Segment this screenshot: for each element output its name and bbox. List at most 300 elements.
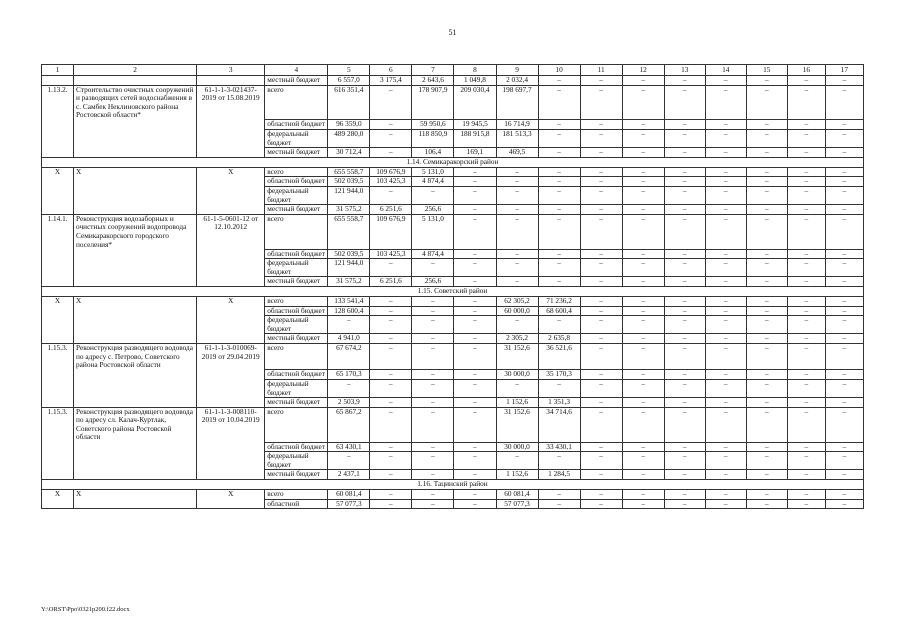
item-number: Х — [42, 489, 74, 499]
budget-source: всего — [265, 489, 328, 499]
item-registration — [197, 120, 265, 130]
value-cell: – — [787, 379, 825, 397]
value-cell: 103 425,3 — [370, 249, 412, 259]
value-cell: 1 284,5 — [538, 470, 580, 480]
value-cell: – — [370, 379, 412, 397]
value-cell: – — [825, 249, 863, 259]
value-cell: – — [454, 297, 496, 307]
item-name: Реконструкция разводящего водовода по адресу сл. Калач-Куртлак, Советского района Ростовской области — [74, 407, 197, 442]
value-cell: – — [825, 344, 863, 370]
item-registration: 61-1-5-0601-12 от 12.10.2012 — [197, 214, 265, 249]
value-cell: – — [787, 85, 825, 120]
value-cell: – — [705, 499, 746, 509]
value-cell: – — [664, 306, 705, 316]
item-name — [74, 259, 197, 277]
value-cell: – — [370, 398, 412, 408]
item-name — [74, 120, 197, 130]
value-cell: – — [664, 76, 705, 86]
value-cell: 133 541,4 — [328, 297, 370, 307]
value-cell: – — [787, 407, 825, 442]
table-row — [42, 259, 864, 277]
table-row — [42, 297, 864, 307]
value-cell: – — [622, 470, 664, 480]
value-cell: – — [825, 452, 863, 470]
value-cell: – — [454, 489, 496, 499]
item-registration — [197, 398, 265, 408]
value-cell: – — [664, 489, 705, 499]
value-cell: – — [787, 489, 825, 499]
value-cell: 5 131,0 — [412, 167, 454, 177]
item-number — [42, 442, 74, 452]
value-cell: – — [538, 120, 580, 130]
value-cell: – — [580, 344, 622, 370]
value-cell: – — [825, 470, 863, 480]
value-cell: – — [496, 379, 538, 397]
value-cell: – — [580, 148, 622, 158]
value-cell: – — [580, 85, 622, 120]
value-cell: – — [580, 76, 622, 86]
value-cell: 1 152,6 — [496, 470, 538, 480]
header-cell: 5 — [328, 65, 370, 76]
header-cell: 14 — [705, 65, 746, 76]
value-cell: – — [412, 379, 454, 397]
value-cell: – — [746, 120, 787, 130]
value-cell: – — [664, 370, 705, 380]
value-cell: – — [622, 187, 664, 205]
value-cell: – — [705, 177, 746, 187]
value-cell: – — [622, 148, 664, 158]
value-cell: – — [454, 370, 496, 380]
value-cell: – — [496, 452, 538, 470]
value-cell: – — [412, 407, 454, 442]
budget-source: всего — [265, 214, 328, 249]
header-cell: 1 — [42, 65, 74, 76]
value-cell: – — [825, 130, 863, 148]
value-cell: – — [705, 398, 746, 408]
table-row — [42, 187, 864, 205]
value-cell: – — [454, 259, 496, 277]
item-number — [42, 205, 74, 215]
item-registration — [197, 452, 265, 470]
value-cell: – — [580, 249, 622, 259]
value-cell: – — [538, 205, 580, 215]
value-cell: – — [787, 120, 825, 130]
value-cell: 30 712,4 — [328, 148, 370, 158]
value-cell: – — [580, 452, 622, 470]
value-cell: – — [746, 334, 787, 344]
value-cell: 57 077,3 — [496, 499, 538, 509]
value-cell: – — [496, 259, 538, 277]
section-row — [42, 479, 864, 489]
item-number — [42, 316, 74, 334]
budget-source: всего — [265, 85, 328, 120]
value-cell: – — [705, 316, 746, 334]
value-cell: 489 280,0 — [328, 130, 370, 148]
value-cell: – — [412, 306, 454, 316]
value-cell: 181 513,3 — [496, 130, 538, 148]
value-cell: 3 175,4 — [370, 76, 412, 86]
value-cell: – — [412, 470, 454, 480]
section-row — [42, 157, 864, 167]
item-name — [74, 442, 197, 452]
value-cell: – — [454, 177, 496, 187]
value-cell: 655 558,7 — [328, 167, 370, 177]
value-cell: 1 049,8 — [454, 76, 496, 86]
table-row — [42, 489, 864, 499]
item-name — [74, 334, 197, 344]
item-number — [42, 334, 74, 344]
value-cell: – — [746, 76, 787, 86]
table-row — [42, 306, 864, 316]
value-cell: 1 351,3 — [538, 398, 580, 408]
item-registration: 61-1-1-3-010069-2019 от 29.04.2019 — [197, 344, 265, 370]
value-cell: – — [580, 370, 622, 380]
value-cell: – — [825, 297, 863, 307]
value-cell: – — [580, 316, 622, 334]
value-cell: 30 000,0 — [496, 442, 538, 452]
value-cell: 2 643,6 — [412, 76, 454, 86]
value-cell: – — [664, 452, 705, 470]
value-cell: – — [370, 344, 412, 370]
item-registration — [197, 187, 265, 205]
value-cell: – — [705, 370, 746, 380]
value-cell: – — [664, 277, 705, 287]
value-cell: – — [705, 277, 746, 287]
value-cell: – — [664, 177, 705, 187]
value-cell: – — [705, 452, 746, 470]
value-cell: – — [787, 297, 825, 307]
value-cell: 178 907,9 — [412, 85, 454, 120]
table-row — [42, 499, 864, 509]
value-cell: – — [580, 277, 622, 287]
budget-source: местный бюджет — [265, 277, 328, 287]
header-cell: 7 — [412, 65, 454, 76]
value-cell: – — [622, 120, 664, 130]
value-cell: – — [538, 177, 580, 187]
value-cell: 188 915,8 — [454, 130, 496, 148]
budget-source: местный бюджет — [265, 398, 328, 408]
item-name: Х — [74, 489, 197, 499]
value-cell: – — [580, 499, 622, 509]
value-cell: – — [580, 407, 622, 442]
item-name — [74, 249, 197, 259]
item-name: Реконструкция разводящего водовода по адресу с. Петрово, Советского района Ростовской области — [74, 344, 197, 370]
budget-source: местный бюджет — [265, 334, 328, 344]
value-cell: – — [664, 187, 705, 205]
value-cell: – — [370, 499, 412, 509]
value-cell: – — [454, 442, 496, 452]
value-cell: – — [538, 130, 580, 148]
item-name — [74, 370, 197, 380]
value-cell: – — [454, 452, 496, 470]
value-cell: – — [412, 489, 454, 499]
value-cell: 31 152,6 — [496, 344, 538, 370]
value-cell: – — [622, 379, 664, 397]
value-cell: – — [746, 167, 787, 177]
value-cell: – — [328, 379, 370, 397]
value-cell: – — [746, 297, 787, 307]
item-number — [42, 76, 74, 86]
value-cell: 60 081,4 — [328, 489, 370, 499]
value-cell: 67 674,2 — [328, 344, 370, 370]
value-cell: – — [538, 167, 580, 177]
table-row — [42, 130, 864, 148]
item-registration: Х — [197, 167, 265, 177]
value-cell: 19 945,5 — [454, 120, 496, 130]
budget-source: областной бюджет — [265, 306, 328, 316]
value-cell: – — [496, 214, 538, 249]
value-cell: – — [580, 259, 622, 277]
item-number — [42, 499, 74, 509]
value-cell: – — [664, 344, 705, 370]
value-cell: – — [746, 259, 787, 277]
item-name — [74, 452, 197, 470]
value-cell: – — [746, 452, 787, 470]
value-cell: – — [787, 76, 825, 86]
value-cell: – — [370, 259, 412, 277]
item-number — [42, 120, 74, 130]
value-cell: 198 697,7 — [496, 85, 538, 120]
value-cell: – — [538, 379, 580, 397]
value-cell: 118 850,9 — [412, 130, 454, 148]
value-cell: – — [787, 205, 825, 215]
value-cell: 63 430,1 — [328, 442, 370, 452]
item-name — [74, 277, 197, 287]
value-cell: – — [705, 85, 746, 120]
item-registration — [197, 277, 265, 287]
value-cell: 109 676,9 — [370, 167, 412, 177]
header-cell: 10 — [538, 65, 580, 76]
value-cell: – — [825, 379, 863, 397]
value-cell: – — [538, 148, 580, 158]
value-cell: – — [746, 214, 787, 249]
value-cell: 256,6 — [412, 205, 454, 215]
value-cell: – — [412, 398, 454, 408]
value-cell: – — [787, 452, 825, 470]
table-row — [42, 452, 864, 470]
value-cell: – — [538, 489, 580, 499]
value-cell: – — [622, 452, 664, 470]
section-row — [42, 287, 864, 297]
value-cell: – — [454, 306, 496, 316]
table-row — [42, 177, 864, 187]
header-cell: 6 — [370, 65, 412, 76]
budget-source: областной — [265, 499, 328, 509]
budget-source: федеральный бюджет — [265, 130, 328, 148]
value-cell: 2 305,2 — [496, 334, 538, 344]
value-cell: – — [622, 259, 664, 277]
item-number: 1.13.2. — [42, 85, 74, 120]
value-cell: – — [622, 297, 664, 307]
item-name — [74, 205, 197, 215]
value-cell: 103 425,3 — [370, 177, 412, 187]
item-registration: Х — [197, 489, 265, 499]
value-cell: – — [496, 167, 538, 177]
item-name: Реконструкция водозаборных и очистных сооружений водопровода Семикаракорского городского поселения* — [74, 214, 197, 249]
value-cell: 469,5 — [496, 148, 538, 158]
value-cell: 4 874,4 — [412, 249, 454, 259]
value-cell: – — [580, 130, 622, 148]
value-cell: – — [538, 277, 580, 287]
value-cell: – — [328, 316, 370, 334]
value-cell: – — [622, 334, 664, 344]
value-cell: – — [746, 407, 787, 442]
value-cell: – — [454, 277, 496, 287]
table-row — [42, 442, 864, 452]
table-row — [42, 214, 864, 249]
value-cell: – — [370, 130, 412, 148]
item-registration — [197, 379, 265, 397]
value-cell: – — [825, 187, 863, 205]
value-cell: – — [825, 167, 863, 177]
value-cell: – — [825, 442, 863, 452]
item-name: Х — [74, 297, 197, 307]
item-name — [74, 177, 197, 187]
value-cell: – — [622, 370, 664, 380]
value-cell: 616 351,4 — [328, 85, 370, 120]
value-cell: 6 251,6 — [370, 277, 412, 287]
value-cell: – — [825, 277, 863, 287]
header-cell: 3 — [197, 65, 265, 76]
value-cell: – — [664, 167, 705, 177]
value-cell: – — [705, 120, 746, 130]
table-row — [42, 249, 864, 259]
value-cell: – — [622, 442, 664, 452]
item-registration: Х — [197, 297, 265, 307]
value-cell: – — [538, 452, 580, 470]
value-cell: 128 600,4 — [328, 306, 370, 316]
value-cell: – — [705, 306, 746, 316]
value-cell: – — [787, 334, 825, 344]
header-cell: 4 — [265, 65, 328, 76]
value-cell: 65 867,2 — [328, 407, 370, 442]
value-cell: 60 000,0 — [496, 306, 538, 316]
value-cell: – — [622, 249, 664, 259]
value-cell: – — [664, 148, 705, 158]
value-cell: – — [825, 306, 863, 316]
item-name — [74, 398, 197, 408]
value-cell: – — [454, 344, 496, 370]
item-number — [42, 259, 74, 277]
budget-source: местный бюджет — [265, 76, 328, 86]
table-row — [42, 167, 864, 177]
value-cell: – — [370, 148, 412, 158]
value-cell: 68 600,4 — [538, 306, 580, 316]
value-cell: 57 077,3 — [328, 499, 370, 509]
table-row — [42, 120, 864, 130]
value-cell: – — [746, 277, 787, 287]
table-row — [42, 334, 864, 344]
value-cell: – — [825, 398, 863, 408]
value-cell: – — [370, 370, 412, 380]
value-cell: – — [622, 316, 664, 334]
value-cell: 2 635,8 — [538, 334, 580, 344]
value-cell: – — [787, 259, 825, 277]
value-cell: – — [825, 205, 863, 215]
value-cell: – — [370, 120, 412, 130]
value-cell: – — [622, 167, 664, 177]
table-row — [42, 205, 864, 215]
value-cell: – — [622, 398, 664, 408]
item-registration — [197, 177, 265, 187]
table-row — [42, 316, 864, 334]
value-cell: – — [412, 370, 454, 380]
value-cell: – — [825, 85, 863, 120]
item-number — [42, 148, 74, 158]
value-cell: 209 030,4 — [454, 85, 496, 120]
budget-source: местный бюджет — [265, 148, 328, 158]
value-cell: – — [454, 167, 496, 177]
item-number: 1.14.1. — [42, 214, 74, 249]
value-cell: – — [825, 334, 863, 344]
value-cell: 5 131,0 — [412, 214, 454, 249]
value-cell: – — [454, 316, 496, 334]
value-cell: 30 000,0 — [496, 370, 538, 380]
section-title: 1.16. Тацинский район — [42, 479, 864, 489]
value-cell: 4 941,0 — [328, 334, 370, 344]
item-number: 1.15.3. — [42, 407, 74, 442]
value-cell: 121 944,0 — [328, 259, 370, 277]
value-cell: – — [787, 277, 825, 287]
header-cell: 15 — [746, 65, 787, 76]
value-cell: – — [705, 442, 746, 452]
value-cell: 31 152,6 — [496, 407, 538, 442]
value-cell: – — [664, 499, 705, 509]
item-registration — [197, 259, 265, 277]
table-row — [42, 277, 864, 287]
value-cell: – — [370, 316, 412, 334]
value-cell: – — [705, 470, 746, 480]
value-cell: 36 521,6 — [538, 344, 580, 370]
item-number — [42, 370, 74, 380]
value-cell: – — [746, 370, 787, 380]
value-cell: – — [412, 316, 454, 334]
item-registration — [197, 148, 265, 158]
value-cell: – — [664, 334, 705, 344]
value-cell: – — [412, 334, 454, 344]
value-cell: – — [538, 316, 580, 334]
value-cell: – — [825, 177, 863, 187]
value-cell: – — [825, 407, 863, 442]
value-cell: – — [580, 334, 622, 344]
value-cell: – — [538, 214, 580, 249]
value-cell: – — [664, 398, 705, 408]
value-cell: – — [787, 344, 825, 370]
value-cell: – — [370, 470, 412, 480]
value-cell: – — [787, 167, 825, 177]
footer-file-path: Y:\ORST\Ppo\0321p200.f22.docx — [41, 606, 130, 613]
value-cell: – — [622, 277, 664, 287]
item-registration — [197, 306, 265, 316]
budget-source: федеральный бюджет — [265, 259, 328, 277]
value-cell: – — [787, 148, 825, 158]
value-cell: – — [705, 167, 746, 177]
value-cell: – — [496, 187, 538, 205]
value-cell: – — [705, 407, 746, 442]
header-cell: 13 — [664, 65, 705, 76]
value-cell: – — [370, 489, 412, 499]
value-cell: – — [705, 130, 746, 148]
table-row — [42, 370, 864, 380]
value-cell: – — [538, 259, 580, 277]
value-cell: – — [787, 177, 825, 187]
value-cell: – — [746, 177, 787, 187]
value-cell: – — [538, 499, 580, 509]
value-cell: – — [622, 214, 664, 249]
value-cell: 31 575,2 — [328, 205, 370, 215]
table-row — [42, 398, 864, 408]
value-cell: – — [746, 379, 787, 397]
